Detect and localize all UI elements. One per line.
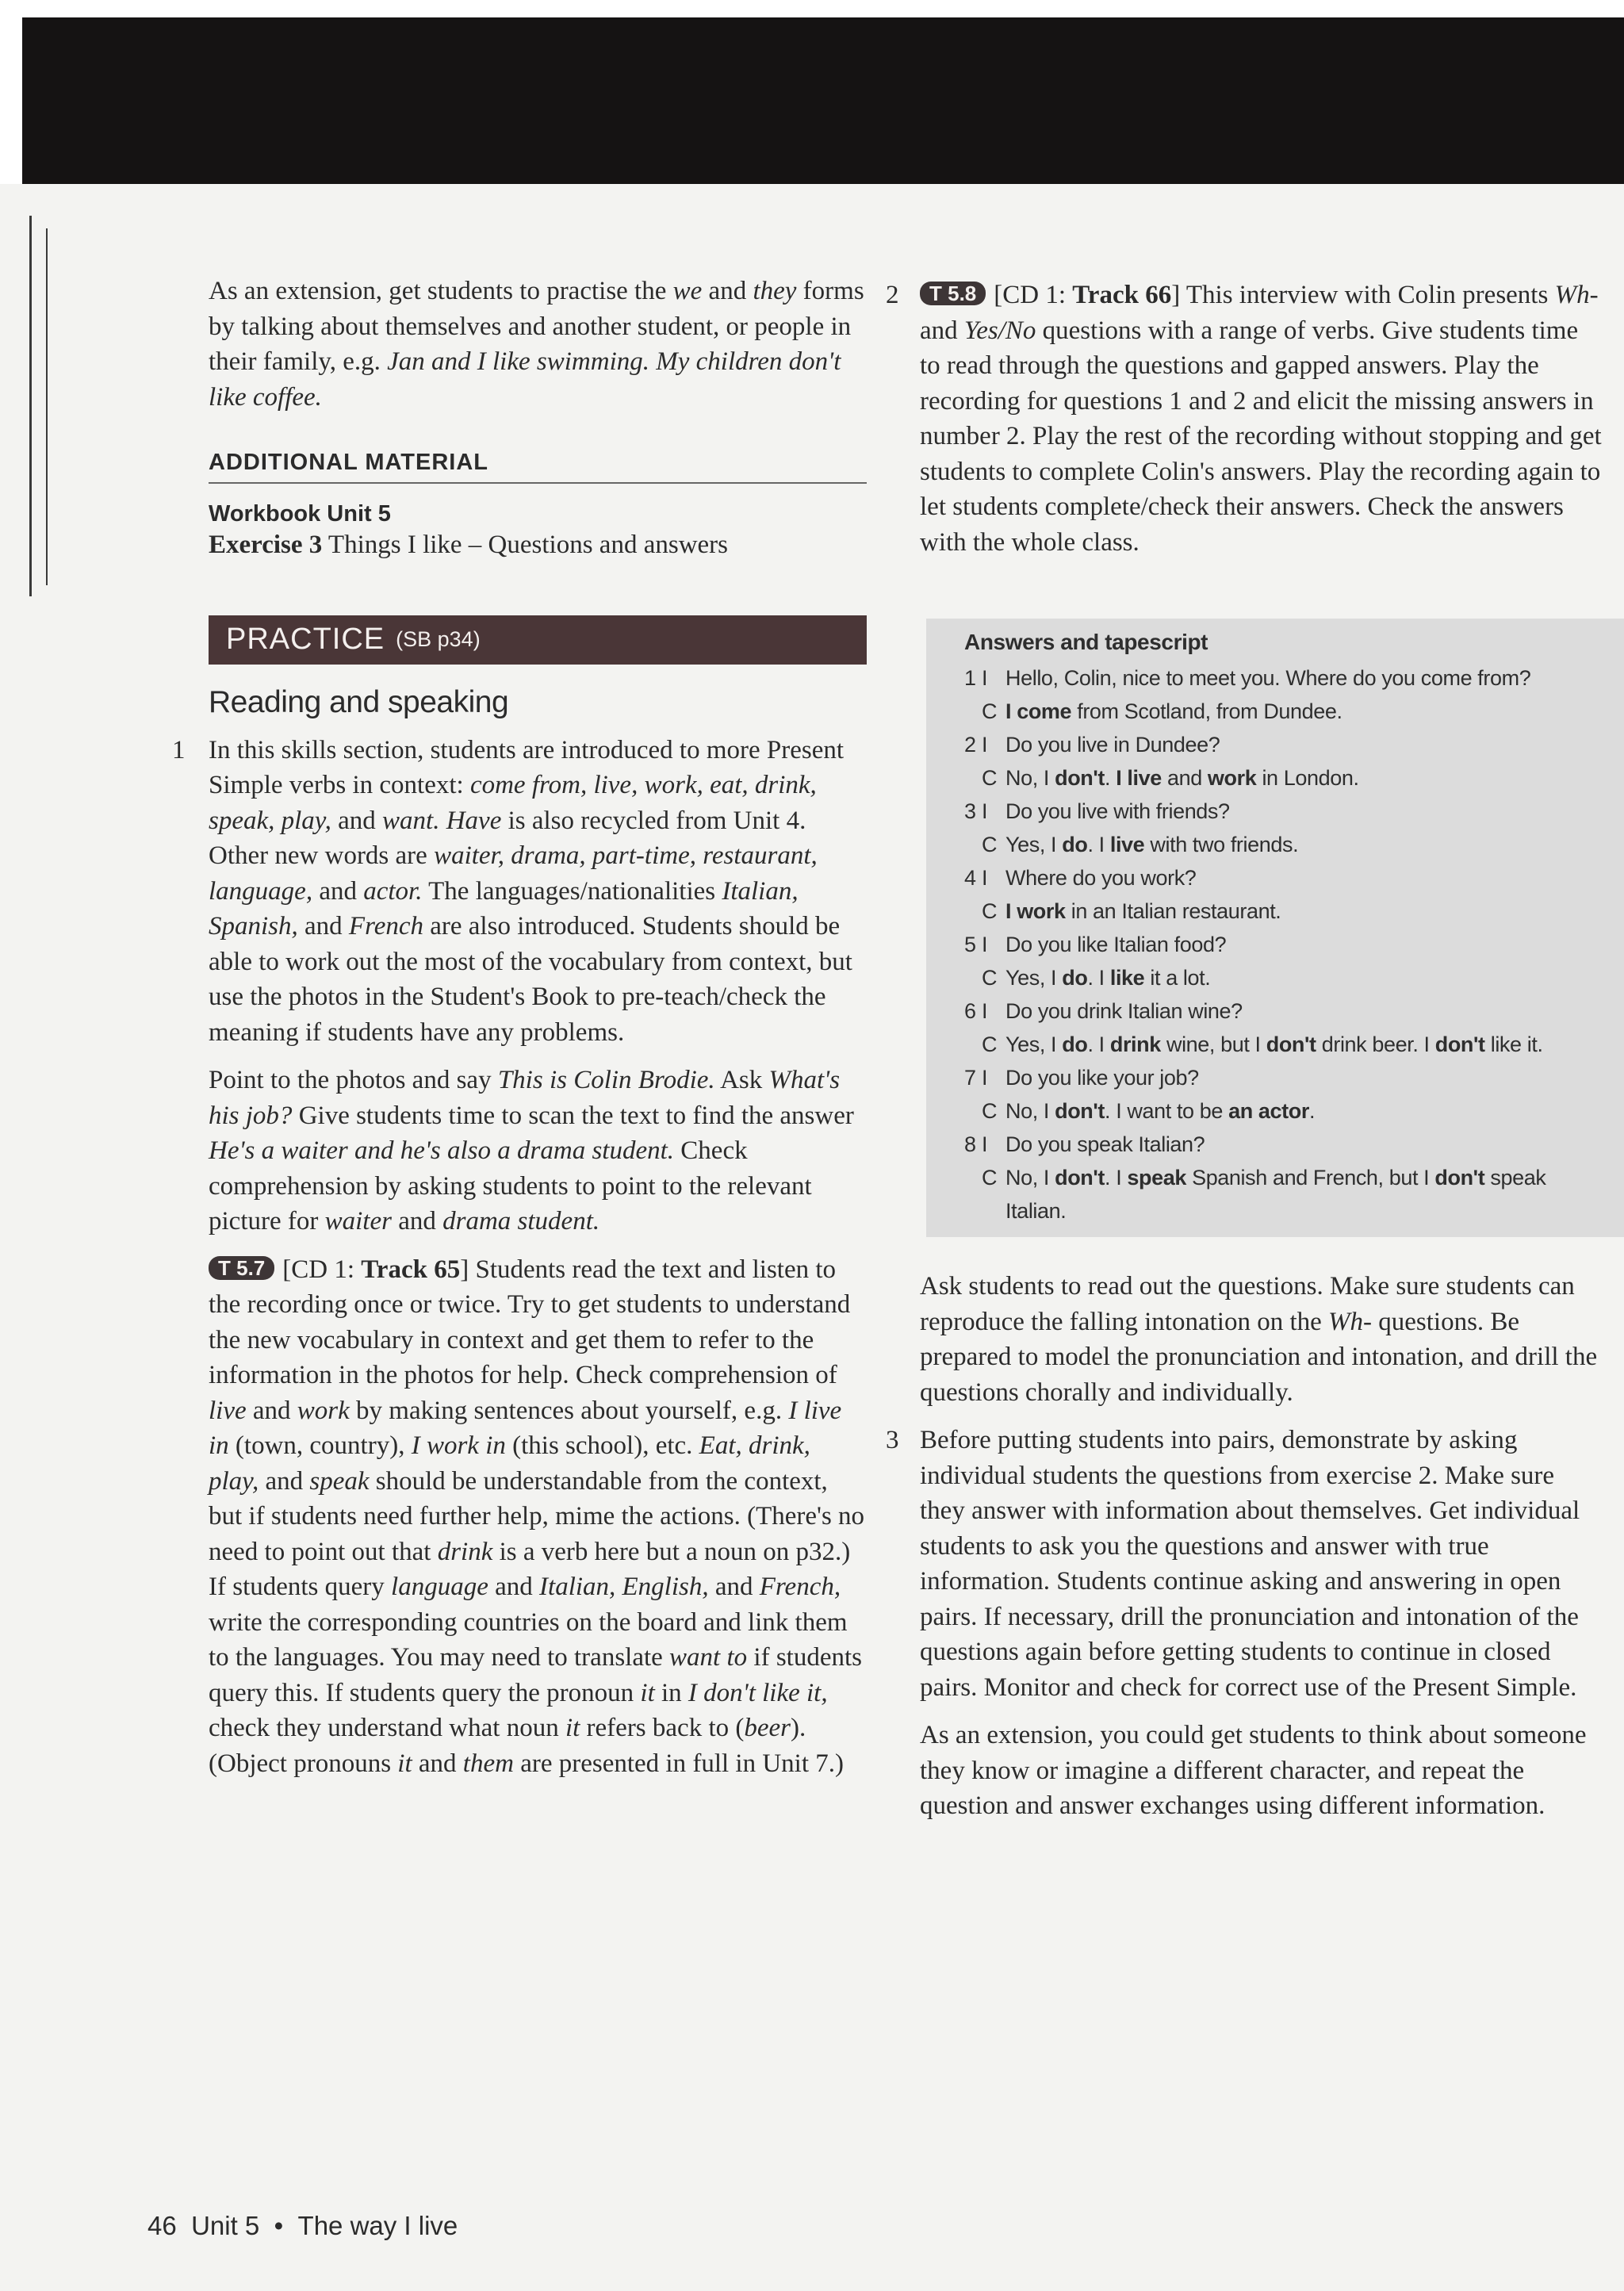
practice-page-ref: (SB p34)	[396, 627, 481, 651]
answer-text: Italian.	[1005, 1199, 1067, 1223]
binding-edge-line	[29, 216, 32, 596]
answer-text: Do you like Italian food?	[1005, 933, 1227, 956]
answer-number	[964, 895, 982, 928]
answer-number	[964, 1161, 982, 1194]
speaker-label: I	[982, 733, 988, 757]
speaker-label: C	[982, 833, 998, 856]
left-column	[172, 274, 867, 1781]
track-badge: T 5.7	[209, 1256, 274, 1280]
answer-text: Yes, I do. I like it a lot.	[1005, 966, 1211, 990]
photo-paragraph: Point to the photos and say This is Colin Brodie. Ask What's his job? Give students time to scan the text to find the answer He's a waiter and he's also a drama student. Check comprehension by asking students to point to the relevant picture for waiter and drama student.	[209, 1066, 854, 1236]
exercise-item-3	[886, 1423, 1602, 1705]
practice-title: PRACTICE	[226, 623, 385, 656]
speaker-label: C	[982, 1099, 998, 1123]
answer-number: 4	[964, 866, 976, 890]
item-number: 1	[172, 735, 186, 764]
extension-paragraph: As an extension, get students to practise the we and they forms by talking about themselves and another student, or people in their family, e.g. Jan and I like swimming. My children don't like coffee.	[209, 277, 864, 412]
answer-line	[964, 994, 1624, 1028]
answer-line	[964, 928, 1624, 961]
unit-title: The way I live	[297, 2211, 458, 2240]
answer-number: 5	[964, 933, 976, 956]
answers-tapescript-box	[926, 619, 1624, 1237]
answer-line	[964, 661, 1624, 695]
speaker-label: C	[982, 1032, 998, 1056]
speaker-label: I	[982, 1066, 988, 1090]
answer-number	[964, 828, 982, 861]
answer-number	[964, 961, 982, 994]
answer-text: Do you speak Italian?	[1005, 1132, 1205, 1156]
footer-separator: •	[274, 2211, 284, 2240]
speaker-label: C	[982, 966, 998, 990]
speaker-label	[982, 1194, 1005, 1228]
reading-speaking-heading: Reading and speaking	[209, 684, 509, 719]
answer-number	[964, 1028, 982, 1061]
item-2-text: T 5.8 [CD 1: Track 66] This interview with Colin presents Wh- and Yes/No questions with a range of verbs. Give students time to read through the questions and gapped answers. Play the recording for questions 1 and 2 and elicit the missing answers in number 2. Play the rest of the recording without stopping and get students to complete Colin's answers. Play the recording again to let students complete/check their answers. Check the answers with the whole class.	[920, 281, 1602, 557]
answer-number	[964, 695, 982, 728]
answers-list	[964, 661, 1624, 1228]
speaker-label: I	[982, 1132, 988, 1156]
speaker-label: C	[982, 766, 998, 790]
answer-line	[964, 695, 1624, 728]
answer-line	[964, 728, 1624, 761]
answer-line	[964, 761, 1624, 795]
answer-text: Hello, Colin, nice to meet you. Where do you come from?	[1005, 666, 1531, 690]
answer-line	[964, 895, 1624, 928]
answer-number	[964, 761, 982, 795]
extension-paragraph-2: As an extension, you could get students to think about someone they know or imagine a different character, and repeat the question and answer exchanges using different information.	[920, 1721, 1587, 1820]
speaker-label: C	[982, 899, 998, 923]
answer-line	[964, 1128, 1624, 1161]
answer-line	[964, 1061, 1624, 1094]
exercise-line: Exercise 3 Things I like – Questions and answers	[209, 531, 729, 559]
track-paragraph: T 5.7 [CD 1: Track 65] Students read the text and listen to the recording once or twice. Try to get students to understand the new vocabulary in context and get them to refer to the information in the photos for help. Check comprehension of live and work by making sentences about yourself, e.g. I live in (town, country), I work in (this school), etc. Eat, drink, play, and speak should be understandable from the context, but if students need further help, mime the actions. (There's no need to point out that drink is a verb here but a noun on p32.) If students query language and Italian, English, and French, write the corresponding countries on the board and link them to the languages. You may need to translate want to if students query this. If students query the pronoun it in I don't like it, check they understand what noun it refers back to (beer). (Object pronouns it and them are presented in full in Unit 7.)	[209, 1255, 865, 1778]
answer-text: Do you live with friends?	[1005, 799, 1230, 823]
right-column-bottom	[886, 1269, 1602, 1824]
answer-number: 8	[964, 1132, 976, 1156]
exercise-item-2	[886, 278, 1602, 560]
scan-dark-band	[22, 17, 1624, 184]
page-number: 46	[147, 2211, 177, 2240]
answer-text: Do you like your job?	[1005, 1066, 1199, 1090]
speaker-label: C	[982, 1166, 998, 1190]
answer-line	[964, 1094, 1624, 1128]
speaker-label: I	[982, 866, 988, 890]
answer-number	[964, 1094, 982, 1128]
answers-heading: Answers and tapescript	[964, 630, 1208, 654]
additional-material-heading: ADDITIONAL MATERIAL	[209, 450, 867, 484]
answer-text: Where do you work?	[1005, 866, 1197, 890]
answer-line	[964, 1028, 1624, 1061]
intonation-paragraph: Ask students to read out the questions. Make sure students can reproduce the falling intonation on the Wh- questions. Be prepared to model the pronunciation and intonation, and drill the questions chorally and individually.	[920, 1272, 1598, 1407]
answer-number	[964, 1194, 982, 1228]
answer-line	[964, 1161, 1624, 1194]
answer-text: No, I don't. I want to be an actor.	[1005, 1099, 1316, 1123]
speaker-label: I	[982, 666, 988, 690]
answer-text: Do you live in Dundee?	[1005, 733, 1220, 757]
answer-line	[964, 828, 1624, 861]
answer-number: 7	[964, 1066, 976, 1090]
workbook-title: Workbook Unit 5	[209, 501, 391, 527]
item-1-text: In this skills section, students are introduced to more Present Simple verbs in context: come from, live, work, eat, drink, speak, play, and want. Have is also recycled from Unit 4. Other new words are waiter, drama, part-time, restaurant, language, and actor. The languages/nationalities Italian, Spanish, and French are also introduced. Students should be able to work out the most of the vocabulary from context, but use the photos in the Student's Book to pre-teach/check the meaning if students have any problems.	[209, 735, 852, 1047]
answer-text: No, I don't. I speak Spanish and French, but I don't speak	[1005, 1166, 1546, 1190]
scan-top-margin	[0, 0, 1624, 184]
answer-line	[964, 861, 1624, 895]
answer-line	[964, 961, 1624, 994]
answer-text: Yes, I do. I live with two friends.	[1005, 833, 1299, 856]
exercise-item-1	[172, 733, 867, 1051]
speaker-label: I	[982, 933, 988, 956]
answer-text: Do you drink Italian wine?	[1005, 999, 1243, 1023]
right-column-top	[886, 278, 1602, 560]
track-badge: T 5.8	[920, 282, 986, 305]
answer-text: I come from Scotland, from Dundee.	[1005, 699, 1342, 723]
unit-label: Unit 5	[191, 2211, 260, 2240]
answer-text: No, I don't. I live and work in London.	[1005, 766, 1359, 790]
speaker-label: C	[982, 699, 998, 723]
item-number: 2	[886, 281, 899, 309]
answer-number: 1	[964, 666, 976, 690]
binding-edge-line	[46, 228, 48, 585]
answer-number: 6	[964, 999, 976, 1023]
answer-line	[964, 1194, 1624, 1228]
answer-text: Yes, I do. I drink wine, but I don't drink beer. I don't like it.	[1005, 1032, 1543, 1056]
item-number: 3	[886, 1426, 899, 1454]
answer-text: I work in an Italian restaurant.	[1005, 899, 1281, 923]
answer-number: 2	[964, 733, 976, 757]
answer-number: 3	[964, 799, 976, 823]
answer-line	[964, 795, 1624, 828]
practice-banner	[209, 615, 867, 665]
speaker-label: I	[982, 999, 988, 1023]
page-footer	[147, 2211, 458, 2241]
speaker-label: I	[982, 799, 988, 823]
item-3-text: Before putting students into pairs, demonstrate by asking individual students the questions from exercise 2. Make sure they answer with information about themselves. Get individual students to ask you the questions and answer with true information. Students continue asking and answering in open pairs. If necessary, drill the pronunciation and intonation of the questions again before getting students to continue in closed pairs. Monitor and check for correct use of the Present Simple.	[920, 1426, 1580, 1702]
